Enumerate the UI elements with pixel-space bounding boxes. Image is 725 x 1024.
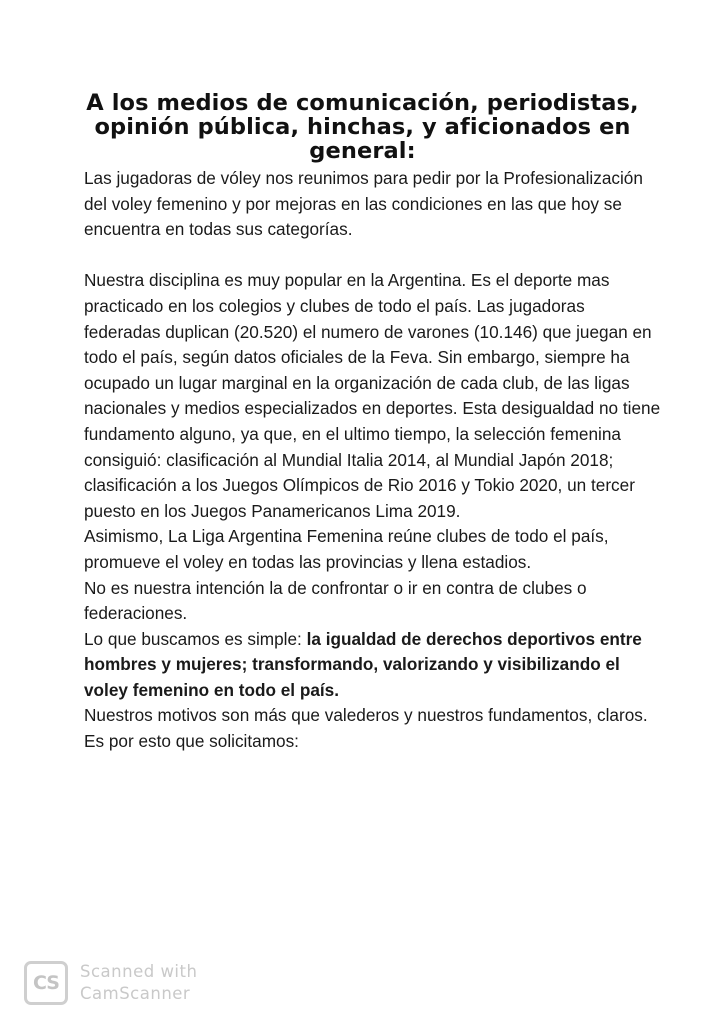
document-body	[84, 166, 664, 755]
paragraph-league: Asimismo, La Liga Argentina Femenina reúne clubes de todo el país, promueve el voley en todas las provincias y llena estadios.	[84, 526, 609, 572]
paragraph-spacer	[84, 243, 664, 269]
watermark-text	[80, 961, 197, 1005]
paragraph-request: Es por esto que solicitamos:	[84, 731, 299, 752]
watermark-line-2: CamScanner	[80, 984, 191, 1003]
page-title: A los medios de comunicación, periodistas, opinión pública, hinchas, y aficionados en general:	[86, 90, 639, 165]
camscanner-watermark	[24, 961, 197, 1005]
watermark-line-1: Scanned with	[80, 962, 198, 981]
paragraph-intro: Las jugadoras de vóley nos reunimos para pedir por la Profesionalización del voley femenino y por mejoras en las condiciones en las que hoy se encuentra en todas sus categorías.	[84, 168, 643, 240]
paragraph-demand	[84, 627, 664, 704]
paragraph-motives: Nuestros motivos son más que valederos y nuestros fundamentos, claros.	[84, 705, 648, 726]
demand-intro-text: Lo que buscamos es simple:	[84, 628, 307, 649]
paragraph-popularity: Nuestra disciplina es muy popular en la Argentina. Es el deporte mas practicado en los colegios y clubes de todo el país. Las jugadoras federadas duplican (20.520) el numero de varones (10.146) que juegan en todo el país, según datos oficiales de la Feva. Sin embargo, siempre ha ocupado un lugar marginal en la organización de cada club, de las ligas nacionales y medios especializados en deportes. Esta desigualdad no tiene fundamento alguno, ya que, en el ultimo tiempo, la selección femenina consiguió: clasificación al Mundial Italia 2014, al Mundial Japón 2018; clasificación a los Juegos Olímpicos de Rio 2016 y Tokio 2020, un tercer puesto en los Juegos Panamericanos Lima 2019.	[84, 270, 661, 521]
demand-bold-text: la igualdad de derechos deportivos entre hombres y mujeres; transformando, valorizando y visibilizando el voley femenino en todo el país.	[84, 628, 642, 700]
paragraph-intention: No es nuestra intención la de confrontar o ir en contra de clubes o federaciones.	[84, 577, 587, 624]
camscanner-logo-icon: CS	[24, 961, 68, 1005]
